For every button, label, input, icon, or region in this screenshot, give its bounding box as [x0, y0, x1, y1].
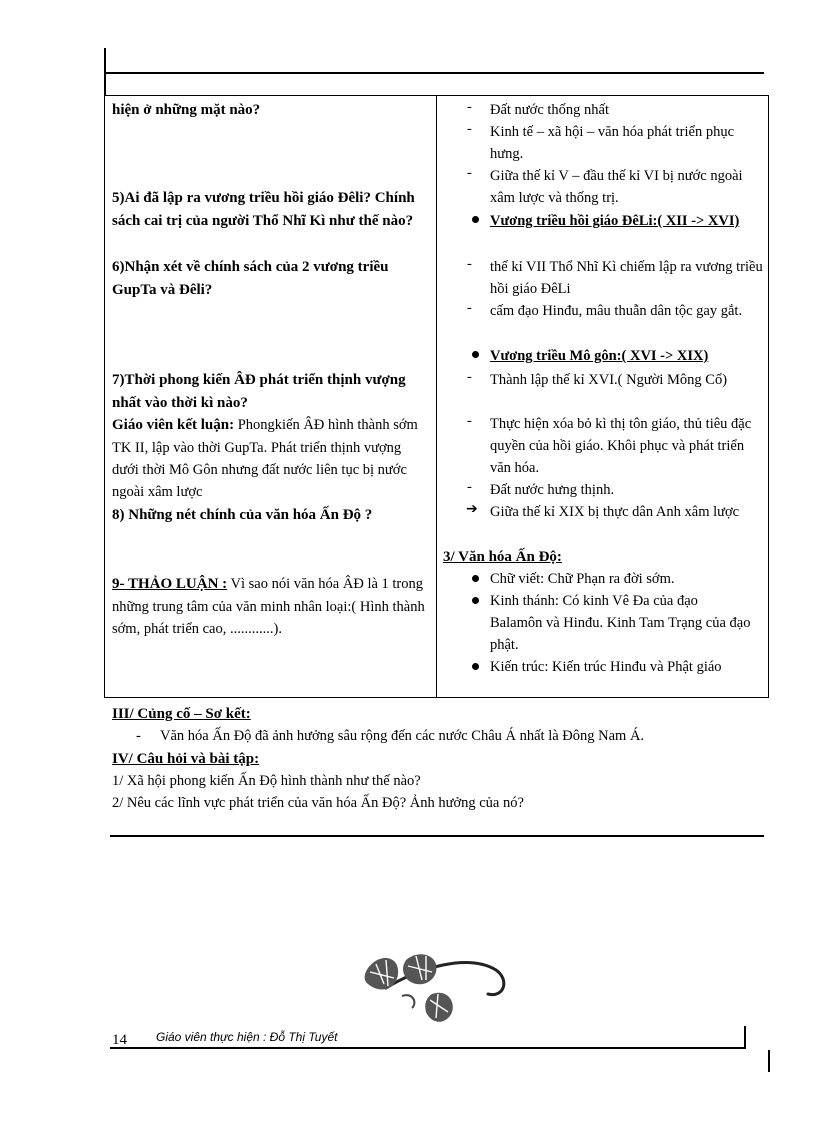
page-edge-mark	[768, 1050, 770, 1072]
footer-right-bar	[744, 1026, 746, 1048]
dash-bullet: -	[467, 413, 472, 429]
deli-point-2: cấm đạo Hinđu, mâu thuẫn dân tộc gay gắt.	[490, 303, 743, 319]
culture-scriptures: Kinh thánh: Có kinh Vê Đa của đạo Balamôn và Hinđu. Kinh Tam Trạng của đạo phật.	[490, 593, 751, 653]
dash-bullet: -	[467, 369, 472, 385]
dash-bullet: -	[467, 99, 472, 115]
header-rule	[104, 72, 764, 74]
round-bullet	[472, 597, 479, 604]
homework-heading: IV/ Câu hỏi và bài tập:	[112, 751, 260, 767]
round-bullet	[472, 216, 479, 223]
question-8: 8) Những nét chính của văn hóa Ấn Độ ?	[112, 507, 373, 523]
round-bullet	[472, 575, 479, 582]
consolidation-heading: III/ Củng cố – Sơ kết:	[112, 706, 251, 722]
section-rule	[110, 835, 764, 837]
consolidation-item: Văn hóa Ấn Độ đã ảnh hưởng sâu rộng đến các nước Châu Á nhất là Đông Nam Á.	[160, 728, 645, 744]
gupta-point-2: Kinh tế – xã hội – văn hóa phát triển phục hưng.	[490, 124, 735, 162]
arrow-icon: ➔	[466, 501, 478, 517]
discussion-label: 9- THẢO LUẬN :	[112, 576, 228, 592]
dash-bullet: -	[467, 300, 472, 316]
discussion-question	[112, 573, 430, 640]
conclusion-text: Phongkiến ÂĐ hình thành sớm TK II, lập vào thời GupTa. Phát triển thịnh vượng dưới thời Mô Gôn nhưng đất nước liên tục bị nước ngoài xâm lược	[112, 417, 418, 500]
question-7: 7)Thời phong kiến ÂĐ phát triển thịnh vượng nhất vào thời kì nào?	[112, 372, 406, 411]
question-4-tail: hiện ở những mặt nào?	[112, 102, 261, 118]
homework-question-1: 1/ Xã hội phong kiến Ấn Độ hình thành như thế nào?	[112, 773, 421, 789]
deli-point-1: thế kỉ VII Thổ Nhĩ Kì chiếm lập ra vương triều hồi giáo ĐêLi	[490, 259, 763, 297]
footer-rule	[110, 1047, 746, 1049]
mogon-point-2: Thực hiện xóa bỏ kì thị tôn giáo, thủ tiêu đặc quyền của hồi giáo. Khôi phục và phát triển văn hóa.	[490, 416, 752, 476]
teacher-conclusion	[112, 414, 430, 503]
leaf-ornament-icon	[358, 948, 518, 1026]
homework-question-2: 2/ Nêu các lĩnh vực phát triển của văn hóa Ấn Độ? Ảnh hưởng của nó?	[112, 795, 524, 811]
mogon-point-3: Đất nước hưng thịnh.	[490, 482, 615, 498]
dash-bullet: -	[467, 479, 472, 495]
teacher-credit: Giáo viên thực hiện : Đỗ Thị Tuyết	[156, 1030, 338, 1044]
gupta-point-1: Đất nước thống nhất	[490, 102, 610, 118]
culture-heading: 3/ Văn hóa Ấn Độ:	[443, 549, 562, 565]
question-5: 5)Ai đã lập ra vương triều hồi giáo Đêli? Chính sách cai trị của người Thổ Nhĩ Kì như thế nào?	[112, 190, 415, 229]
colonial-point: Giữa thế kỉ XIX bị thực dân Anh xâm lược	[490, 504, 740, 520]
question-6: 6)Nhận xét về chính sách của 2 vương triều GupTa và Đêli?	[112, 259, 389, 298]
table-column-divider	[436, 95, 437, 698]
mogon-heading: Vương triều Mô gôn:( XVI -> XIX)	[490, 348, 709, 364]
dash-bullet: -	[467, 165, 472, 181]
culture-writing: Chữ viết: Chữ Phạn ra đời sớm.	[490, 571, 675, 587]
culture-architecture: Kiến trúc: Kiến trúc Hinđu và Phật giáo	[490, 659, 722, 675]
mogon-point-1: Thành lập thế kỉ XVI.( Người Mông Cổ)	[490, 372, 728, 388]
gupta-point-3: Giữa thế kỉ V – đầu thế kỉ VI bị nước ngoài xâm lược và thống trị.	[490, 168, 743, 206]
dash-bullet: -	[467, 121, 472, 137]
round-bullet	[472, 663, 479, 670]
dash-bullet: -	[136, 728, 141, 744]
deli-heading: Vương triều hồi giáo ĐêLi:( XII -> XVI)	[490, 213, 740, 229]
discussion-text: Vì sao nói văn hóa ÂĐ là 1 trong những trung tâm của văn minh nhân loại:( Hình thành sớm, phát triển cao, ............).	[112, 576, 425, 637]
page-number: 14	[112, 1032, 127, 1048]
dash-bullet: -	[467, 256, 472, 272]
conclusion-label: Giáo viên kết luận:	[112, 417, 235, 433]
round-bullet	[472, 351, 479, 358]
